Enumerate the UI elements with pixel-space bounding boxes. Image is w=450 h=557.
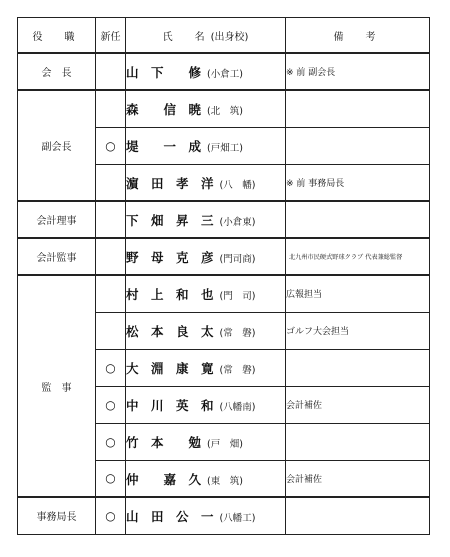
name-cell — [126, 238, 286, 275]
member-name: 山 下 修 — [126, 65, 202, 80]
header-name-label: 氏 名 — [162, 31, 211, 43]
new-mark: ○ — [96, 349, 126, 386]
member-school: (北 筑) — [207, 106, 243, 118]
member-school: (常 磐) — [219, 365, 256, 376]
new-mark: ○ — [96, 497, 126, 534]
note-cell: ※ 前 副会長 — [286, 53, 430, 90]
role-cell: 会計理事 — [18, 201, 96, 238]
table-row — [18, 53, 430, 90]
member-school: (小倉東) — [219, 217, 256, 228]
name-cell — [126, 90, 286, 127]
member-name: 下 畑 昇 三 — [126, 213, 214, 228]
new-mark — [96, 238, 126, 275]
name-cell — [126, 53, 286, 90]
member-school: (戸畑工) — [207, 143, 243, 154]
new-mark — [96, 164, 126, 201]
new-mark: ○ — [96, 127, 126, 164]
officer-roster-table — [17, 17, 430, 535]
member-name: 村 上 和 也 — [126, 287, 214, 303]
note-cell: ゴルフ大会担当 — [286, 312, 430, 349]
name-cell — [126, 127, 286, 164]
new-mark — [96, 53, 126, 90]
note-cell — [286, 349, 430, 386]
header-role: 役 職 — [18, 18, 96, 54]
note-cell — [286, 127, 430, 164]
header-new: 新任 — [96, 18, 126, 54]
member-school: (門司商) — [219, 254, 256, 265]
member-school: (東 筑) — [207, 475, 243, 487]
member-name: 仲 嘉 久 — [126, 471, 202, 487]
table-row — [18, 497, 430, 534]
role-cell: 副会長 — [18, 90, 96, 201]
new-mark: ○ — [96, 460, 126, 497]
member-name: 大 淵 康 寛 — [126, 361, 214, 376]
name-cell — [126, 201, 286, 238]
member-name: 野 母 克 彦 — [126, 250, 214, 265]
table-row — [18, 201, 430, 238]
new-mark — [96, 90, 126, 127]
note-cell: 広報担当 — [286, 275, 430, 312]
name-cell — [126, 460, 286, 497]
name-cell — [126, 275, 286, 312]
header-name-sub: (出身校) — [210, 31, 249, 43]
name-cell — [126, 497, 286, 534]
member-school: (常 磐) — [219, 328, 256, 339]
note-cell — [286, 201, 430, 238]
name-cell — [126, 312, 286, 349]
member-name: 堤 一 成 — [126, 139, 202, 154]
member-school: (八幡南) — [219, 402, 256, 413]
note-cell — [286, 497, 430, 534]
table-row — [18, 90, 430, 127]
new-mark — [96, 275, 126, 312]
member-school: (小倉工) — [207, 69, 243, 80]
header-name — [126, 18, 286, 54]
note-cell: 北九州市民硬式野球クラブ 代表兼総監督 — [286, 238, 430, 275]
member-name: 森 信 暁 — [126, 102, 202, 118]
note-cell — [286, 423, 430, 460]
header-row — [18, 18, 430, 54]
table-row — [18, 238, 430, 275]
member-school: (門 司) — [219, 291, 256, 303]
role-cell: 会 長 — [18, 53, 96, 90]
name-cell — [126, 423, 286, 460]
note-cell: ※ 前 事務局長 — [286, 164, 430, 201]
new-mark — [96, 312, 126, 349]
role-cell: 事務局長 — [18, 497, 96, 534]
member-name: 竹 本 勉 — [126, 435, 202, 450]
new-mark: ○ — [96, 386, 126, 423]
member-school: (八幡工) — [219, 513, 256, 525]
new-mark — [96, 201, 126, 238]
role-cell: 監 事 — [18, 275, 96, 497]
note-cell — [286, 90, 430, 127]
note-cell: 会計補佐 — [286, 460, 430, 497]
name-cell — [126, 386, 286, 423]
header-note: 備 考 — [286, 18, 430, 54]
member-name: 中 川 英 和 — [126, 398, 214, 413]
member-school: (戸 畑) — [207, 439, 243, 450]
role-cell: 会計監事 — [18, 238, 96, 275]
member-school: (八 幡) — [219, 179, 256, 191]
member-name: 松 本 良 太 — [126, 324, 214, 339]
name-cell — [126, 349, 286, 386]
member-name: 濵 田 孝 洋 — [126, 175, 214, 191]
new-mark: ○ — [96, 423, 126, 460]
note-cell: 会計補佐 — [286, 386, 430, 423]
member-name: 山 田 公 一 — [126, 509, 214, 525]
name-cell — [126, 164, 286, 201]
table-row — [18, 275, 430, 312]
